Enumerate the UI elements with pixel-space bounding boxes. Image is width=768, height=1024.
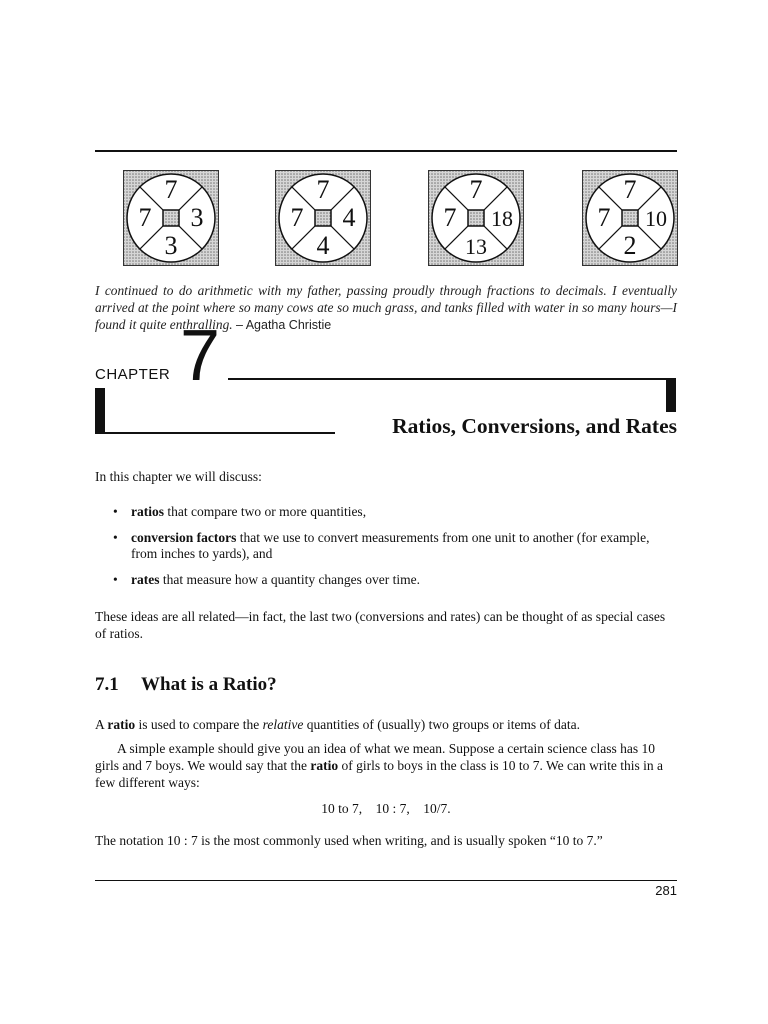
puzzle-row <box>95 170 677 270</box>
puzzle-bottom-number: 13 <box>465 234 487 259</box>
list-item <box>113 530 677 562</box>
list-item <box>113 504 677 520</box>
puzzle-left-number: 7 <box>290 203 304 232</box>
chapter-bar-right <box>666 378 676 412</box>
puzzle-top-number: 7 <box>469 175 483 204</box>
section-number: 7.1 <box>95 674 119 695</box>
list-item <box>113 572 677 588</box>
section-heading <box>95 674 277 696</box>
topic-list <box>113 504 677 598</box>
bullet-icon: • <box>113 530 118 545</box>
bullet-icon: • <box>113 572 118 587</box>
section-title: What is a Ratio? <box>141 674 277 695</box>
list-item-text: that measure how a quantity changes over time. <box>159 572 421 587</box>
puzzle-left-number: 7 <box>443 203 457 232</box>
text-run: A <box>95 717 108 732</box>
puzzle-top-number: 7 <box>316 175 330 204</box>
puzzle-bottom-number: 3 <box>164 231 178 260</box>
chapter-rule-top <box>228 378 676 380</box>
term-ratio: ratio <box>310 758 339 773</box>
chapter-bar-left <box>95 388 105 434</box>
top-rule <box>95 150 677 152</box>
wheel-puzzle <box>582 170 678 266</box>
puzzle-top-number: 7 <box>164 175 178 204</box>
puzzle-right-number: 4 <box>342 203 356 232</box>
page-number: 281 <box>655 883 677 898</box>
paragraph-ratio-definition <box>95 716 677 733</box>
list-item-text: that compare two or more quantities, <box>164 504 367 519</box>
puzzle-top-number: 7 <box>623 175 637 204</box>
footer-rule <box>95 880 677 881</box>
chapter-number: 7 <box>180 316 221 396</box>
puzzle-left-number: 7 <box>138 203 152 232</box>
bullet-icon: • <box>113 504 118 519</box>
text-run: of girls to boys in the class is 10 to 7. We can write this in a few different ways: <box>95 758 664 790</box>
puzzle-bottom-number: 2 <box>623 231 637 260</box>
puzzle-right-number: 18 <box>491 206 513 231</box>
chapter-title: Ratios, Conversions, and Rates <box>392 414 677 438</box>
list-item-term: rates <box>131 572 160 587</box>
wheel-puzzle <box>428 170 524 266</box>
puzzle-right-number: 3 <box>190 203 204 232</box>
text-run: A simple example should give you an idea of what we mean. Suppose a certain science class has 10 girls and 7 boys. We would say that the <box>95 741 655 773</box>
puzzle-left-number: 7 <box>597 203 611 232</box>
ratio-forms: 10 to 7, 10 : 7, 10/7. <box>321 801 451 816</box>
epigraph-text: I continued to do arithmetic with my father, passing proudly through fractions to decimals. I eventually arrived at the point where so many cows ate so much grass, and tanks filled with water in so many hours—I found it quite enthralling. <box>95 283 677 332</box>
text-run: is used to compare the <box>135 717 263 732</box>
chapter-label: CHAPTER <box>95 366 171 383</box>
wheel-puzzle <box>123 170 219 266</box>
epigraph-author: – Agatha Christie <box>235 318 332 332</box>
paragraph-example <box>95 740 677 791</box>
list-item-text: that we use to convert measurements from one unit to another (for example, from inches to yards), and <box>131 530 650 561</box>
list-item-term: ratios <box>131 504 164 519</box>
related-paragraph: These ideas are all related—in fact, the last two (conversions and rates) can be thought of as special cases of ratios. <box>95 609 666 641</box>
paragraph-notation: The notation 10 : 7 is the most commonly used when writing, and is usually spoken “10 to 7.” <box>95 833 603 848</box>
emphasis-relative: relative <box>262 717 304 732</box>
chapter-rule-bottom <box>95 432 335 434</box>
wheel-puzzle <box>275 170 371 266</box>
puzzle-bottom-number: 4 <box>316 231 330 260</box>
text-run: quantities of (usually) two groups or items of data. <box>303 717 581 732</box>
list-item-term: conversion factors <box>131 530 237 545</box>
term-ratio: ratio <box>107 717 136 732</box>
intro-text: In this chapter we will discuss: <box>95 469 262 484</box>
puzzle-right-number: 10 <box>645 206 667 231</box>
